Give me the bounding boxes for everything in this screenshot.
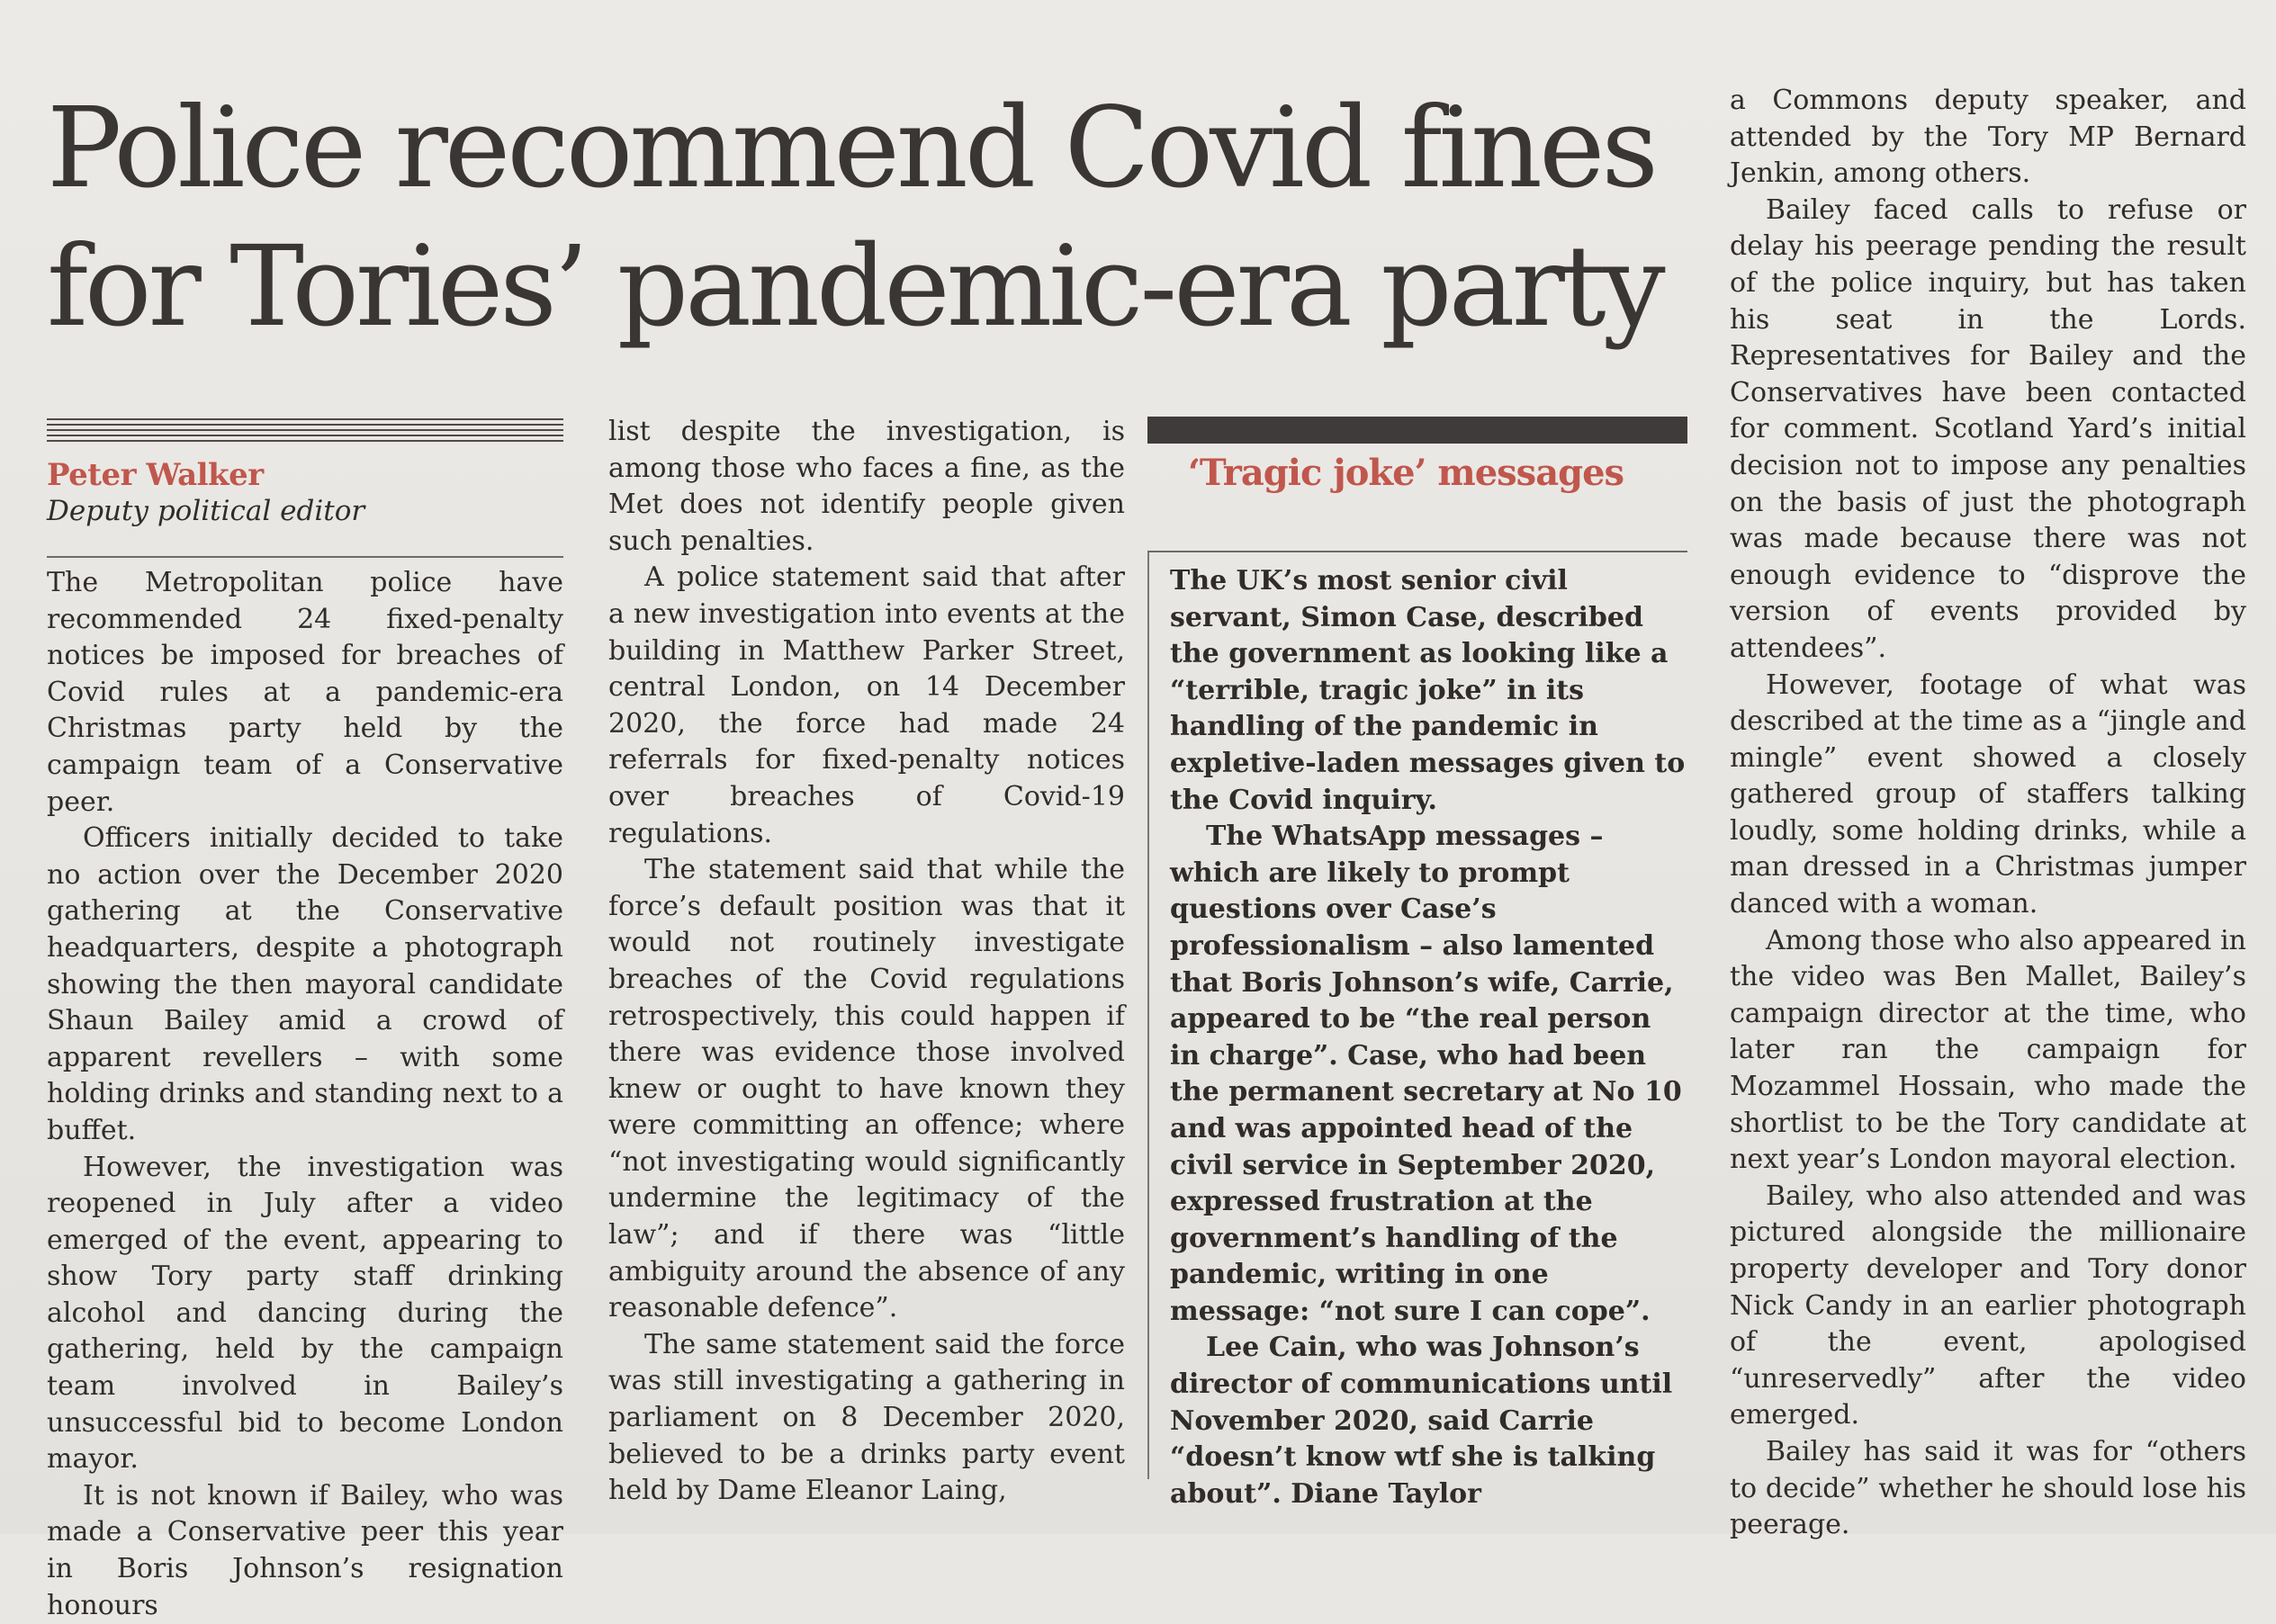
article-column-1 — [47, 565, 563, 1624]
paragraph: It is not known if Bailey, who was made a Conservative peer this year in Boris Johnson’s resignation honours — [47, 1479, 563, 1621]
sidebar-title: ‘Tragic joke’ messages — [1188, 452, 1624, 494]
paragraph: Bailey has said it was for “others to decide” whether he should lose his peerage. — [1730, 1435, 2246, 1541]
byline-decorative-rules — [47, 418, 563, 445]
paragraph: The statement said that while the force’s default position was that it would not routinely investigate breaches of the Covid regulations retrospectively, this could happen if there was evidence those involved knew or ought to have known they were committing an offence; where “not investigating would significantly undermine the legitimacy of the law”; and if there was “little ambiguity around the absence of any reasonable defence”. — [608, 854, 1125, 1324]
paragraph: However, the investigation was reopened in July after a video emerged of the event, appearing to show Tory party staff drinking alcohol and dancing during the gathering, held by the campaign team involved in Bailey’s unsuccessful bid to become London mayor. — [47, 1151, 563, 1476]
sidebar-paragraph: The UK’s most senior civil servant, Simon Case, described the government as looking like a “terrible, tragic joke” in its handling of the pandemic in expletive-laden messages given to the Covid inquiry. — [1170, 565, 1686, 816]
sidebar-paragraph: The WhatsApp messages – which are likely to prompt questions over Case’s professionalism – also lamented that Boris Johnson’s wife, Carrie, appeared to be “the real person in charge”. Case, who had been the permanent secretary at No 10 and was appointed head of the civil service in September 2020, expressed frustration at the government’s handling of the pandemic, writing in one message: “not sure I can cope”. — [1170, 821, 1682, 1327]
paragraph: The Metropolitan police have recommended 24 fixed-penalty notices be imposed for breaches of Covid rules at a pandemic-era Christmas party held by the campaign team of a Conservative peer. — [47, 567, 563, 818]
byline-divider — [47, 556, 563, 558]
article-column-2 — [608, 414, 1125, 1510]
article-column-4 — [1730, 83, 2246, 1544]
sidebar-top-bar — [1147, 417, 1687, 444]
paragraph: list despite the investigation, is among those who faces a fine, as the Met does not identify people given such penalties. — [608, 416, 1125, 557]
headline-line-1: Police recommend Covid fines — [47, 84, 1656, 213]
paragraph: However, footage of what was described at the time as a “jingle and mingle” event showed a closely gathered group of staffers talking loudly, some holding drinks, while a man dressed in a Christmas jumper danced with a woman. — [1730, 668, 2246, 920]
paragraph: Among those who also appeared in the video was Ben Mallet, Bailey’s campaign director at the time, who later ran the campaign for Mozammel Hossain, who made the shortlist to be the Tory candidate at next year’s London mayoral election. — [1730, 924, 2246, 1176]
headline — [47, 79, 1685, 356]
paragraph: Bailey faced calls to refuse or delay his peerage pending the result of the police inquiry, but has taken his seat in the Lords. Representatives for Bailey and the Conservatives have been contacted for comment. Scotland Yard’s initial decision not to impose any penalties on the basis of just the photograph was made because there was not enough evidence to “disprove the version of events provided by attendees”. — [1730, 193, 2246, 664]
paragraph: A police statement said that after a new investigation into events at the building in Matthew Parker Street, central London, on 14 December 2020, the force had made 24 referrals for fixed-penalty notices over breaches of Covid-19 regulations. — [608, 561, 1125, 849]
sidebar-left-rule — [1147, 552, 1149, 1479]
byline-role: Deputy political editor — [47, 495, 365, 527]
sidebar-divider — [1147, 551, 1687, 552]
sidebar-signoff: Diane Taylor — [1291, 1477, 1481, 1510]
byline-author: Peter Walker — [47, 457, 264, 493]
paragraph: Officers initially decided to take no action over the December 2020 gathering at the Conservative headquarters, despite a photograph showing the then mayoral candidate Shaun Bailey amid a crowd of apparent revellers – with some holding drinks and standing next to a buffet. — [47, 822, 563, 1146]
paragraph: The same statement said the force was still investigating a gathering in parliament on 8 December 2020, believed to be a drinks party event held by Dame Eleanor Laing, — [608, 1328, 1125, 1507]
sidebar-paragraph — [1170, 1330, 1687, 1512]
sidebar-body — [1170, 563, 1687, 1512]
paragraph: Bailey, who also attended and was pictured alongside the millionaire property developer and Tory donor Nick Candy in an earlier photograph of the event, apologised “unreservedly” after the video emerged. — [1730, 1180, 2246, 1431]
sidebar-paragraph-text: Lee Cain, who was Johnson’s director of communications until November 2020, said Carrie “doesn’t know wtf she is talking about”. — [1170, 1332, 1673, 1510]
headline-line-2: for Tories’ pandemic-era party — [47, 222, 1662, 352]
paragraph: a Commons deputy speaker, and attended by the Tory MP Bernard Jenkin, among others. — [1730, 85, 2246, 190]
